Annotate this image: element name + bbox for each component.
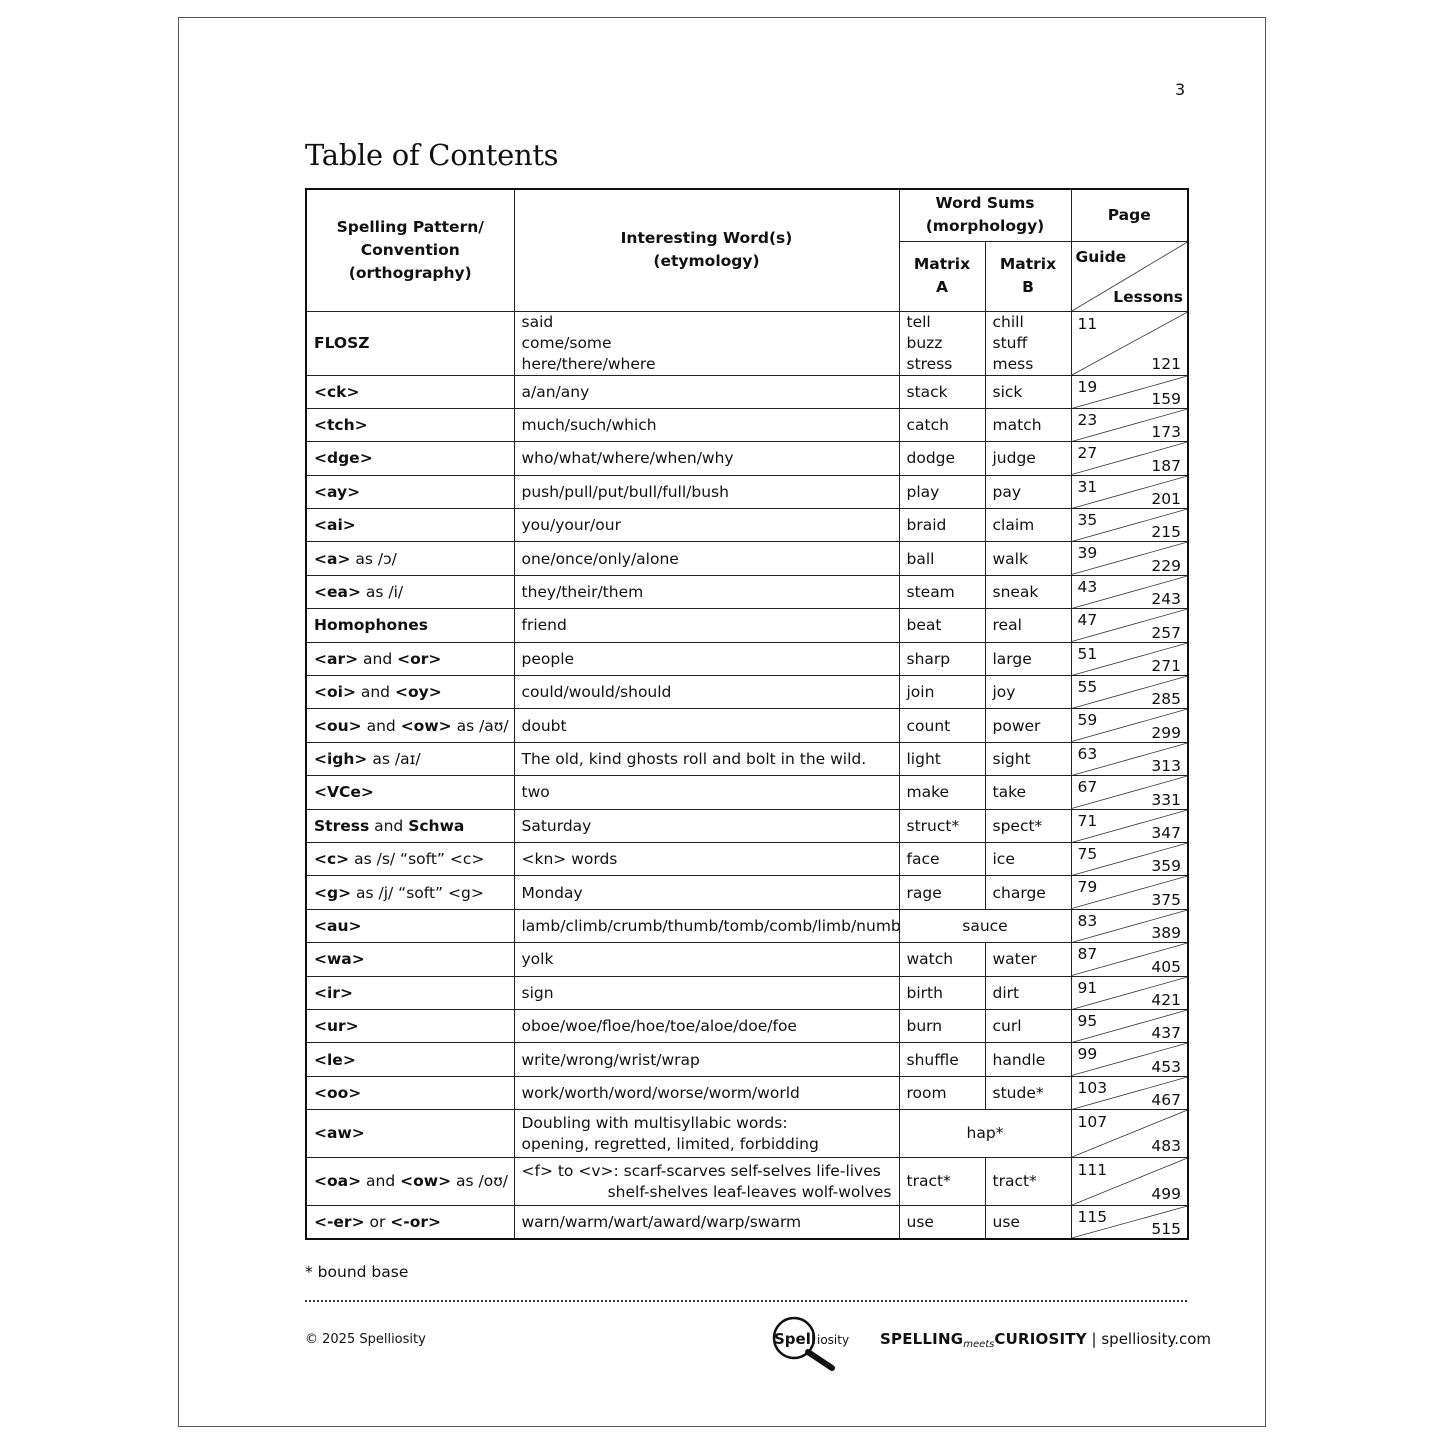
spelling-pattern-cell: <tch>: [306, 408, 514, 441]
interesting-words-cell: push/pull/put/bull/full/bush: [514, 475, 899, 508]
lessons-page[interactable]: 159: [1151, 389, 1181, 408]
guide-page[interactable]: 63: [1077, 744, 1098, 763]
lessons-page[interactable]: 421: [1151, 990, 1181, 1009]
page-numbers-cell: [1071, 976, 1188, 1009]
lessons-page[interactable]: 313: [1151, 757, 1181, 776]
toc-row: [306, 375, 1188, 408]
guide-page[interactable]: 67: [1077, 778, 1098, 797]
spelling-pattern-cell: <ur>: [306, 1009, 514, 1042]
interesting-words-cell: Doubling with multisyllabic words: opening, regretted, limited, forbidding: [514, 1110, 899, 1158]
toc-row: [306, 609, 1188, 642]
toc-row: [306, 909, 1188, 942]
spelling-pattern-cell: <dge>: [306, 442, 514, 475]
lessons-page[interactable]: 271: [1151, 657, 1181, 676]
spelling-pattern-cell: <ay>: [306, 475, 514, 508]
lessons-page[interactable]: 257: [1151, 623, 1181, 642]
lessons-page[interactable]: 483: [1151, 1137, 1181, 1156]
lessons-page[interactable]: 375: [1151, 890, 1181, 909]
guide-page[interactable]: 27: [1077, 444, 1098, 463]
interesting-words-cell: doubt: [514, 709, 899, 742]
matrix-a-cell: steam: [899, 575, 985, 608]
lessons-page[interactable]: 359: [1151, 857, 1181, 876]
page-numbers-cell: [1071, 311, 1188, 375]
interesting-words-cell: people: [514, 642, 899, 675]
matrix-b-cell: large: [985, 642, 1071, 675]
spelling-pattern-cell: Stress and Schwa: [306, 809, 514, 842]
guide-page[interactable]: 95: [1077, 1011, 1098, 1030]
interesting-words-cell: The old, kind ghosts roll and bolt in the wild.: [514, 742, 899, 775]
interesting-words-cell: much/such/which: [514, 408, 899, 441]
matrix-a-cell: birth: [899, 976, 985, 1009]
toc-row: [306, 542, 1188, 575]
guide-page[interactable]: 75: [1077, 844, 1098, 863]
lessons-page[interactable]: 187: [1151, 456, 1181, 475]
page-numbers-cell: [1071, 575, 1188, 608]
spelling-pattern-cell: <VCe>: [306, 776, 514, 809]
guide-page[interactable]: 51: [1077, 644, 1098, 663]
guide-page[interactable]: 39: [1077, 544, 1098, 563]
header-word-sums: Word Sums (morphology): [899, 189, 1071, 241]
interesting-words-cell: write/wrong/wrist/wrap: [514, 1043, 899, 1076]
spelling-pattern-cell: <igh> as /aɪ/: [306, 742, 514, 775]
matrix-a-cell: burn: [899, 1009, 985, 1042]
spelling-pattern-cell: <-er> or <-or>: [306, 1206, 514, 1239]
toc-row: [306, 1158, 1188, 1206]
matrix-b-cell: claim: [985, 509, 1071, 542]
guide-page[interactable]: 47: [1077, 611, 1098, 630]
page-numbers-cell: [1071, 676, 1188, 709]
interesting-words-cell: yolk: [514, 943, 899, 976]
matrix-b-cell: judge: [985, 442, 1071, 475]
lessons-page[interactable]: 285: [1151, 690, 1181, 709]
interesting-words-cell: warn/warm/wart/award/warp/swarm: [514, 1206, 899, 1239]
guide-page[interactable]: 87: [1077, 945, 1098, 964]
page-numbers-cell: [1071, 943, 1188, 976]
matrix-a-cell: tell buzz stress: [899, 311, 985, 375]
interesting-words-cell: friend: [514, 609, 899, 642]
toc-row: [306, 1110, 1188, 1158]
footnote: * bound base: [305, 1263, 409, 1281]
spelling-pattern-cell: <wa>: [306, 943, 514, 976]
spelling-pattern-cell: <au>: [306, 909, 514, 942]
lessons-page[interactable]: 389: [1151, 924, 1181, 943]
interesting-words-cell: <f> to <v>: scarf-scarves self-selves life-lives shelf-shelves leaf-leaves wolf-wolves: [514, 1158, 899, 1206]
matrix-b-cell: curl: [985, 1009, 1071, 1042]
interesting-words-cell: said come/some here/there/where: [514, 311, 899, 375]
interesting-words-cell: you/your/our: [514, 509, 899, 542]
lessons-page[interactable]: 121: [1151, 354, 1181, 373]
toc-row: [306, 943, 1188, 976]
matrix-a-cell: struct*: [899, 809, 985, 842]
page-numbers-cell: [1071, 709, 1188, 742]
matrix-b-cell: tract*: [985, 1158, 1071, 1206]
interesting-words-cell: one/once/only/alone: [514, 542, 899, 575]
page-numbers-cell: [1071, 542, 1188, 575]
matrix-b-cell: handle: [985, 1043, 1071, 1076]
website-link[interactable]: spelliosity.com: [1101, 1330, 1212, 1348]
page-numbers-cell: [1071, 876, 1188, 909]
interesting-words-cell: they/their/them: [514, 575, 899, 608]
spelling-pattern-cell: <oo>: [306, 1076, 514, 1109]
matrix-a-cell: make: [899, 776, 985, 809]
matrix-b-cell: stude*: [985, 1076, 1071, 1109]
matrix-b-cell: walk: [985, 542, 1071, 575]
matrix-b-cell: ice: [985, 842, 1071, 875]
matrix-b-cell: charge: [985, 876, 1071, 909]
page-numbers-cell: [1071, 642, 1188, 675]
lessons-page[interactable]: 173: [1151, 423, 1181, 442]
matrix-b-cell: match: [985, 408, 1071, 441]
spelling-pattern-cell: <ar> and <or>: [306, 642, 514, 675]
matrix-b-cell: sneak: [985, 575, 1071, 608]
interesting-words-cell: oboe/woe/floe/hoe/toe/aloe/doe/foe: [514, 1009, 899, 1042]
matrix-a-cell: stack: [899, 375, 985, 408]
page-numbers-cell: [1071, 1158, 1188, 1206]
page-numbers-cell: [1071, 742, 1188, 775]
toc-row: [306, 676, 1188, 709]
matrix-a-cell: play: [899, 475, 985, 508]
matrix-b-cell: dirt: [985, 976, 1071, 1009]
matrix-b-cell: joy: [985, 676, 1071, 709]
spelling-pattern-cell: <ea> as /i/: [306, 575, 514, 608]
page-numbers-cell: [1071, 375, 1188, 408]
page-numbers-cell: [1071, 842, 1188, 875]
toc-row: [306, 408, 1188, 441]
spelling-pattern-cell: Homophones: [306, 609, 514, 642]
lessons-page[interactable]: 467: [1151, 1091, 1181, 1110]
matrix-a-cell: light: [899, 742, 985, 775]
page-numbers-cell: [1071, 408, 1188, 441]
matrix-a-cell: ball: [899, 542, 985, 575]
guide-page[interactable]: 115: [1077, 1208, 1108, 1227]
header-page: Page: [1071, 189, 1188, 241]
spelling-pattern-cell: <le>: [306, 1043, 514, 1076]
page-numbers-cell: [1071, 609, 1188, 642]
spelling-pattern-cell: <ck>: [306, 375, 514, 408]
header-matrix-b: Matrix B: [985, 241, 1071, 311]
matrix-merged-cell: sauce: [899, 909, 1071, 942]
guide-page[interactable]: 103: [1077, 1078, 1108, 1097]
lessons-page[interactable]: 331: [1151, 790, 1181, 809]
page-numbers-cell: [1071, 442, 1188, 475]
lessons-page[interactable]: 229: [1151, 556, 1181, 575]
guide-page[interactable]: 19: [1077, 377, 1098, 396]
guide-page[interactable]: 11: [1077, 314, 1098, 333]
guide-page[interactable]: 31: [1077, 477, 1098, 496]
matrix-a-cell: tract*: [899, 1158, 985, 1206]
matrix-a-cell: join: [899, 676, 985, 709]
lessons-page[interactable]: 453: [1151, 1057, 1181, 1076]
matrix-a-cell: shuffle: [899, 1043, 985, 1076]
interesting-words-cell: Monday: [514, 876, 899, 909]
guide-page[interactable]: 35: [1077, 511, 1098, 530]
matrix-b-cell: power: [985, 709, 1071, 742]
page-numbers-cell: [1071, 1043, 1188, 1076]
lessons-page[interactable]: 299: [1151, 723, 1181, 742]
guide-page[interactable]: 107: [1077, 1113, 1108, 1132]
toc-row: [306, 1009, 1188, 1042]
toc-row: [306, 642, 1188, 675]
matrix-b-cell: spect*: [985, 809, 1071, 842]
interesting-words-cell: lamb/climb/crumb/thumb/tomb/comb/limb/numb: [514, 909, 899, 942]
lessons-page[interactable]: 437: [1151, 1024, 1181, 1043]
toc-row: [306, 442, 1188, 475]
matrix-b-cell: real: [985, 609, 1071, 642]
spelling-pattern-cell: <ou> and <ow> as /aʊ/: [306, 709, 514, 742]
lessons-page[interactable]: 515: [1151, 1219, 1181, 1238]
page-numbers-cell: [1071, 1110, 1188, 1158]
guide-page[interactable]: 79: [1077, 878, 1098, 897]
spelling-pattern-cell: <a> as /ɔ/: [306, 542, 514, 575]
toc-row: [306, 776, 1188, 809]
guide-page[interactable]: 83: [1077, 911, 1098, 930]
page-number: 3: [1175, 80, 1186, 99]
matrix-b-cell: pay: [985, 475, 1071, 508]
matrix-a-cell: dodge: [899, 442, 985, 475]
matrix-b-cell: take: [985, 776, 1071, 809]
matrix-b-cell: sick: [985, 375, 1071, 408]
matrix-a-cell: use: [899, 1206, 985, 1239]
interesting-words-cell: <kn> words: [514, 842, 899, 875]
spelliosity-logo-icon: [770, 1316, 856, 1372]
guide-page[interactable]: 55: [1077, 678, 1098, 697]
interesting-words-cell: two: [514, 776, 899, 809]
tagline: $SPELLING_{meets}CURIOSITY$ | spelliosity.com: [880, 1330, 1212, 1350]
toc-row: [306, 475, 1188, 508]
page-numbers-cell: [1071, 809, 1188, 842]
toc-table: [305, 188, 1189, 1240]
svg-text:Spell: Spell: [774, 1330, 816, 1348]
interesting-words-cell: work/worth/word/worse/worm/world: [514, 1076, 899, 1109]
page-numbers-cell: [1071, 509, 1188, 542]
matrix-b-cell: use: [985, 1206, 1071, 1239]
matrix-a-cell: braid: [899, 509, 985, 542]
matrix-a-cell: room: [899, 1076, 985, 1109]
lessons-page[interactable]: 499: [1151, 1185, 1181, 1204]
header-spelling-pattern: Spelling Pattern/ Convention (orthography): [306, 189, 514, 311]
interesting-words-cell: a/an/any: [514, 375, 899, 408]
header-guide-lessons: [1071, 241, 1188, 311]
toc-row: [306, 709, 1188, 742]
guide-page[interactable]: 91: [1077, 978, 1098, 997]
matrix-b-cell: chill stuff mess: [985, 311, 1071, 375]
toc-row: [306, 809, 1188, 842]
page-numbers-cell: [1071, 1009, 1188, 1042]
lessons-page[interactable]: 215: [1151, 523, 1181, 542]
spelling-pattern-cell: <oa> and <ow> as /oʊ/: [306, 1158, 514, 1206]
matrix-a-cell: rage: [899, 876, 985, 909]
guide-page[interactable]: 59: [1077, 711, 1098, 730]
header-guide: Guide: [1075, 247, 1127, 266]
toc-row: [306, 1076, 1188, 1109]
lessons-page[interactable]: 347: [1151, 823, 1181, 842]
guide-page[interactable]: 23: [1077, 410, 1098, 429]
matrix-merged-cell: hap*: [899, 1110, 1071, 1158]
divider: [305, 1300, 1187, 1302]
matrix-a-cell: count: [899, 709, 985, 742]
header-interesting-words: Interesting Word(s) (etymology): [514, 189, 899, 311]
interesting-words-cell: who/what/where/when/why: [514, 442, 899, 475]
lessons-page[interactable]: 201: [1151, 490, 1181, 509]
matrix-a-cell: sharp: [899, 642, 985, 675]
header-lessons: Lessons: [1113, 287, 1183, 306]
toc-row: [306, 742, 1188, 775]
spelling-pattern-cell: FLOSZ: [306, 311, 514, 375]
toc-row: [306, 876, 1188, 909]
guide-page[interactable]: 43: [1077, 577, 1098, 596]
matrix-a-cell: beat: [899, 609, 985, 642]
interesting-words-cell: sign: [514, 976, 899, 1009]
page-numbers-cell: [1071, 1206, 1188, 1239]
page-numbers-cell: [1071, 909, 1188, 942]
guide-page[interactable]: 111: [1077, 1161, 1108, 1180]
spelling-pattern-cell: <g> as /j/ “soft” <g>: [306, 876, 514, 909]
page-title: Table of Contents: [305, 138, 559, 172]
toc-row: [306, 509, 1188, 542]
matrix-a-cell: catch: [899, 408, 985, 441]
copyright: © 2025 Spelliosity: [305, 1332, 426, 1347]
lessons-page[interactable]: 243: [1151, 590, 1181, 609]
interesting-words-cell: Saturday: [514, 809, 899, 842]
toc-row: [306, 976, 1188, 1009]
spelling-pattern-cell: <ai>: [306, 509, 514, 542]
toc-row: [306, 575, 1188, 608]
spelling-pattern-cell: <ir>: [306, 976, 514, 1009]
lessons-page[interactable]: 405: [1151, 957, 1181, 976]
matrix-a-cell: watch: [899, 943, 985, 976]
svg-text:iosity: iosity: [817, 1333, 850, 1347]
spelling-pattern-cell: <oi> and <oy>: [306, 676, 514, 709]
matrix-b-cell: water: [985, 943, 1071, 976]
guide-page[interactable]: 99: [1077, 1045, 1098, 1064]
spelling-pattern-cell: <c> as /s/ “soft” <c>: [306, 842, 514, 875]
page-numbers-cell: [1071, 776, 1188, 809]
spelling-pattern-cell: <aw>: [306, 1110, 514, 1158]
matrix-b-cell: sight: [985, 742, 1071, 775]
toc-row: [306, 842, 1188, 875]
page-numbers-cell: [1071, 1076, 1188, 1109]
matrix-a-cell: face: [899, 842, 985, 875]
header-matrix-a: Matrix A: [899, 241, 985, 311]
toc-row: [306, 311, 1188, 375]
page-numbers-cell: [1071, 475, 1188, 508]
interesting-words-cell: could/would/should: [514, 676, 899, 709]
toc-row: [306, 1206, 1188, 1239]
guide-page[interactable]: 71: [1077, 811, 1098, 830]
toc-row: [306, 1043, 1188, 1076]
